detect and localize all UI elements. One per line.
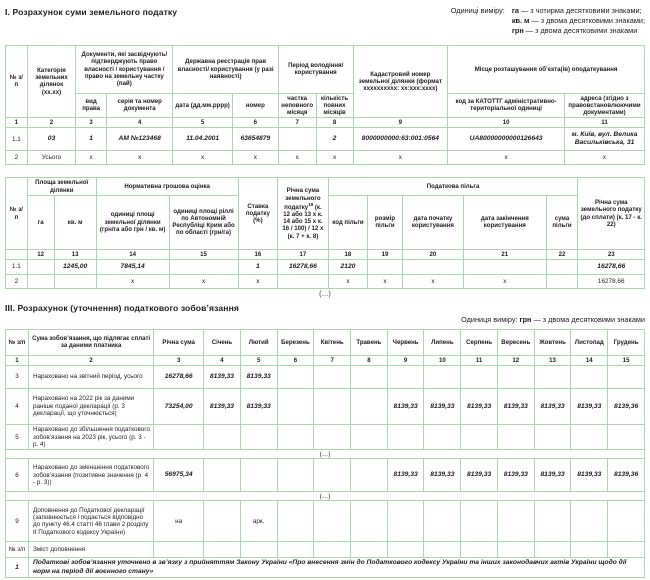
table-cell: х: [368, 274, 403, 288]
unit-desc: — з двома десятковими знаками;: [531, 16, 645, 26]
table-cell: Нараховано до збільшення податкового зобов’язання на 2023 рік, усього (р. 3 - р. 4): [29, 425, 154, 450]
col-header-registration: Державна реєстрація прав власності/ користування (у разі наявності): [173, 45, 278, 93]
footnote-marker: 18: [308, 201, 314, 207]
col-header-obligation: Сума зобов’язання, що підлягає сплаті за даними платника: [29, 329, 154, 355]
col-header-num: № з/п: [6, 329, 29, 355]
annual-tax-label: Річна сума земельного податку: [284, 187, 321, 211]
table-cell: [387, 366, 424, 389]
table-cell: Доповнення до Податкової декларації (заповнюється і подається відповідно до пункту 46.4 статті 46 глави 2 розділу ІІ Податкового кодексу України): [29, 501, 154, 542]
table-cell: Березень: [277, 329, 314, 355]
col-header-valuation-arable: одиниці площі ріллі по Автономній Республіці Крим або по області (грн/га): [169, 195, 238, 249]
col-header-benefit: Податкова пільга: [328, 178, 578, 195]
spacer: [5, 165, 645, 177]
table-cell: м. Київ, вул. Велика Васильківська, 31: [565, 128, 645, 151]
section1-title: І. Розрахунок суми земельного податку: [5, 7, 178, 17]
note-number-cell: 1: [6, 558, 29, 578]
table-cell: 16278,66: [154, 366, 204, 389]
table-cell: [424, 501, 461, 542]
table-cell: 1245,00: [54, 259, 96, 274]
table-cell: 4: [204, 355, 241, 365]
table-cell: [546, 274, 578, 288]
table-cell: 5: [6, 425, 29, 450]
unit-line: [512, 26, 645, 36]
table-cell: 4: [6, 389, 29, 425]
table-cell: 8139,33: [534, 389, 571, 425]
table-cell: [314, 459, 351, 492]
table-cell: х: [316, 151, 353, 165]
table-cell: 3: [76, 118, 107, 128]
table-row: [6, 259, 645, 274]
unit-name: га: [511, 6, 519, 15]
table-cell: 2: [6, 274, 28, 288]
table-cell: [608, 366, 645, 389]
table-cell: [204, 542, 241, 558]
table-cell: Усього: [27, 151, 76, 165]
table-cell: [351, 501, 388, 542]
table-cell: [387, 542, 424, 558]
table-cell: 8139,33: [204, 389, 241, 425]
table-cell: 16278,66: [578, 259, 645, 274]
units-block: [451, 4, 645, 37]
table-row: [6, 128, 645, 151]
month-header-row: [6, 329, 645, 355]
table-cell: Травень: [351, 329, 388, 355]
table-cell: [351, 542, 388, 558]
col-header-location: Місце розташування об’єкта(ів) оподаткування: [448, 45, 645, 93]
unit-desc: — з чотирма десятковими знаками;: [520, 6, 642, 15]
table-cell: 6: [232, 118, 278, 128]
table-cell: [278, 128, 316, 151]
table-cell: [546, 259, 578, 274]
section3-units: [5, 315, 645, 324]
table-cell: 7: [314, 355, 351, 365]
table-cell: х: [402, 274, 463, 288]
col-header-category: Категорія земельних ділянок (хх.хх): [27, 45, 76, 118]
table-cell: 2120: [328, 259, 368, 274]
table-cell: 6: [277, 355, 314, 365]
table-cell: 15: [608, 355, 645, 365]
col-header-num: № з/п: [6, 178, 28, 249]
table-cell: [351, 366, 388, 389]
table-cell: 1: [6, 355, 29, 365]
table-cell: [368, 259, 403, 274]
table-cell: 5: [173, 118, 232, 128]
table-cell: [240, 425, 277, 450]
col-header-katottg: код за КАТОТТГ адміністративно- територіальної одиниці: [448, 93, 565, 118]
table-cell: 8139,33: [534, 459, 571, 492]
table-cell: [6, 249, 28, 259]
table-cell: [277, 366, 314, 389]
col-header-reg-number: номер: [232, 93, 278, 118]
table-cell: х: [353, 151, 448, 165]
table-cell: х: [328, 274, 368, 288]
table-cell: 2: [27, 118, 76, 128]
col-header-benefit-sum: сума пільги: [546, 195, 578, 249]
table-cell: [204, 459, 241, 492]
table-cell: 8139,33: [571, 459, 608, 492]
table-cell: [27, 274, 54, 288]
unit-name: грн: [519, 314, 532, 324]
table-cell: [154, 542, 204, 558]
table-cell: 11: [565, 118, 645, 128]
table-cell: [314, 425, 351, 450]
table-cell: [534, 542, 571, 558]
col-header-rate: Ставка податку (%): [238, 178, 278, 249]
table-cell: Нараховано на звітний період, усього: [29, 366, 154, 389]
table-cell: 1: [238, 259, 278, 274]
table-cell: [571, 425, 608, 450]
unit-label: Одиниця виміру:: [461, 314, 520, 324]
table-cell: 1: [6, 118, 28, 128]
units-label: Одиниці виміру:: [450, 6, 505, 15]
table-cell: 9: [6, 501, 29, 542]
table-cell: [464, 259, 546, 274]
col-header-benefit-code: код пільги: [328, 195, 368, 249]
col-header-annual-due: Річна сума земельного податку (до сплати) (к. 17 - к. 22): [578, 178, 645, 249]
table-cell: 10: [448, 118, 565, 128]
table-cell: [534, 501, 571, 542]
column-number-row: [6, 355, 645, 365]
unit-line: [512, 16, 645, 26]
col-header-partial-month: частка неповного місяця: [278, 93, 316, 118]
table-cell: 8139,33: [497, 389, 534, 425]
col-header-documents: Документи, які засвідчують/ підтверджують право власності / користування / право на земельну частку (пай): [76, 45, 173, 93]
row-supplement-content: [6, 542, 645, 558]
table-cell: 19: [368, 249, 403, 259]
column-number-row: [6, 118, 645, 128]
total-row: [6, 274, 645, 288]
unit-desc: — з двома десятковими знаками: [531, 314, 645, 324]
table-cell: 56975,34: [154, 459, 204, 492]
table-cell: [571, 366, 608, 389]
table-cell: 16: [238, 249, 278, 259]
table-cell: [571, 542, 608, 558]
col-header-period: Період володіння/ користування: [278, 45, 353, 93]
table-cell: 2: [6, 151, 28, 165]
table-cell: [154, 425, 204, 450]
table-cell: 8139,33: [497, 459, 534, 492]
table-cell: 2: [316, 128, 353, 151]
table-cell: 8139,33: [240, 366, 277, 389]
table-cell: [461, 425, 498, 450]
table-cell: 1.1: [6, 128, 28, 151]
table-cell: 5: [240, 355, 277, 365]
ellipsis-row: [6, 450, 645, 459]
table-cell: 8000000000:63:001:0564: [353, 128, 448, 151]
table-cell: 1.1: [6, 259, 28, 274]
table-cell: х: [232, 151, 278, 165]
table-cell: 8139,33: [387, 389, 424, 425]
table-cell: [534, 366, 571, 389]
table-cell: х: [76, 151, 107, 165]
table-cell: [351, 425, 388, 450]
table-cell: х: [278, 151, 316, 165]
table-cell: [534, 425, 571, 450]
table-cell: х: [96, 274, 169, 288]
table-cell: 4: [106, 118, 172, 128]
table-cell: 23: [578, 249, 645, 259]
table-cell: 8: [351, 355, 388, 365]
col-header-doc-serial: серія та номер документа: [106, 93, 172, 118]
table-cell: 8139,33: [424, 389, 461, 425]
table-cell: 6: [6, 459, 29, 492]
col-header-reg-date: дата (дд.мм.рррр): [173, 93, 232, 118]
table-cell: [351, 459, 388, 492]
table-cell: 7: [278, 118, 316, 128]
col-header-full-months: кількість повних місяців: [316, 93, 353, 118]
table-cell: [278, 274, 328, 288]
table-cell: 8139,36: [608, 459, 645, 492]
table-cell: [571, 501, 608, 542]
table-cell: 21: [464, 249, 546, 259]
table-cell: 8139,33: [571, 389, 608, 425]
table-cell: 20: [402, 249, 463, 259]
table-cell: № з/п: [6, 542, 29, 558]
table-cell: Січень: [204, 329, 241, 355]
table-cell: [608, 501, 645, 542]
table-cell: UA80000000000126643: [448, 128, 565, 151]
row-declaration-supplement: [6, 501, 645, 542]
table-cell: 3: [6, 366, 29, 389]
table-cell: 8139,36: [608, 389, 645, 425]
table-cell: [204, 425, 241, 450]
col-header-valuation: Нормативна грошова оцінка: [96, 178, 238, 195]
col-header-benefit-start: дата початку користування: [402, 195, 463, 249]
column-number-row: [6, 249, 645, 259]
col-header-num: № з/п: [6, 45, 28, 118]
table-cell: [54, 274, 96, 288]
col-header-right-type: вид права: [76, 93, 107, 118]
table-cell: Жовтень: [534, 329, 571, 355]
row-accrued-2022: [6, 389, 645, 425]
tax-obligation-table: [5, 329, 645, 578]
table-cell: 03: [27, 128, 76, 151]
col-header-cadastre: Кадастровий номер земельної ділянки (формат хххххххххх: хх:ххх:хххх): [353, 45, 448, 118]
table-cell: 8139,33: [424, 459, 461, 492]
table-cell: [424, 542, 461, 558]
table-cell: [608, 542, 645, 558]
table-cell: [314, 366, 351, 389]
table-cell: 11: [461, 355, 498, 365]
table-cell: Червень: [387, 329, 424, 355]
table-cell: арк.: [240, 501, 277, 542]
table-cell: 7845,14: [96, 259, 169, 274]
unit-name: грн: [511, 26, 524, 36]
table-cell: [314, 542, 351, 558]
table-cell: 8139,33: [461, 389, 498, 425]
col-header-benefit-size: розмір пільги: [368, 195, 403, 249]
land-tax-table-part1: [5, 45, 645, 166]
table-cell: 8139,33: [240, 389, 277, 425]
table-cell: [277, 501, 314, 542]
table-cell: Зміст доповнення: [29, 542, 154, 558]
table-cell: х: [106, 151, 172, 165]
table-cell: Серпень: [461, 329, 498, 355]
units-list: [512, 6, 645, 37]
table-cell: [277, 389, 314, 425]
table-cell: [277, 542, 314, 558]
table-cell: [497, 542, 534, 558]
col-header-benefit-end: дата закінчення користування: [464, 195, 546, 249]
table-cell: 9: [353, 118, 448, 128]
col-header-address: адреса (згідно з правовстановлюючими документами): [565, 93, 645, 118]
table-cell: [387, 425, 424, 450]
table-cell: [424, 425, 461, 450]
table-cell: [277, 425, 314, 450]
note-text-cell: Податкові зобов’язання уточнено в зв’язку з прийняттям Закону України «Про внесення змін до Податкового кодексу України та інших законодавчих актів України щодо дії норм на період дії воєнного стану»: [29, 558, 645, 578]
col-header-sqm: кв. м: [54, 195, 96, 249]
table-cell: 16278,66: [278, 259, 328, 274]
unit-line: [512, 6, 645, 16]
col-header-annual-tax: [278, 178, 328, 249]
table-cell: [240, 459, 277, 492]
col-header-ha: га: [27, 195, 54, 249]
table-cell: [497, 366, 534, 389]
row-accrued-reporting-period: [6, 366, 645, 389]
total-row: [6, 151, 645, 165]
table-cell: Лютий: [240, 329, 277, 355]
table-cell: [314, 501, 351, 542]
table-cell: 73254,00: [154, 389, 204, 425]
unit-desc: — з двома десятковими знаками: [525, 26, 638, 36]
row-note: [6, 558, 645, 578]
table-cell: [240, 542, 277, 558]
table-cell: Квітень: [314, 329, 351, 355]
table-cell: [608, 425, 645, 450]
table-cell: 13: [534, 355, 571, 365]
table-cell: 16278,66: [578, 274, 645, 288]
table-cell: [461, 501, 498, 542]
table-cell: 18: [328, 249, 368, 259]
table-cell: х: [565, 151, 645, 165]
table-cell: х: [464, 274, 546, 288]
table-cell: 8139,33: [204, 366, 241, 389]
table-cell: [27, 259, 54, 274]
table-cell: х: [169, 274, 238, 288]
table-cell: х: [448, 151, 565, 165]
table-cell: Нараховано на 2022 рік за даними раніше поданої декларації (р. 3 декларації, що уточнюється): [29, 389, 154, 425]
row-decrease: [6, 459, 645, 492]
table-cell: [497, 425, 534, 450]
table-cell: [461, 366, 498, 389]
table-cell: 3: [154, 355, 204, 365]
ellipsis-separator: (…): [319, 290, 331, 298]
table-cell: [351, 389, 388, 425]
section3-header: [5, 300, 645, 324]
table-cell: х: [238, 274, 278, 288]
table-cell: 14: [571, 355, 608, 365]
table-cell: 63654879: [232, 128, 278, 151]
table-cell: Липень: [424, 329, 461, 355]
table-cell: 10: [424, 355, 461, 365]
table-cell: 8139,33: [387, 459, 424, 492]
table-cell: Нараховано до зменшення податкового зобов’язання (позитивне значення (р. 4 - р. 3)): [29, 459, 154, 492]
section3-title: ІІІ. Розрахунок (уточнення) податкового зобов’язання: [5, 302, 239, 313]
table-cell: [497, 501, 534, 542]
table-cell: [314, 389, 351, 425]
ellipsis-row: [6, 492, 645, 501]
col-header-area: Площа земельної ділянки: [27, 178, 96, 195]
table-cell: 11.04.2001: [173, 128, 232, 151]
table-cell: [204, 501, 241, 542]
ellipsis-cell: (…): [6, 492, 645, 501]
table-cell: 9: [387, 355, 424, 365]
table-cell: Листопад: [571, 329, 608, 355]
table-cell: 1: [76, 128, 107, 151]
land-tax-table-part2: [5, 177, 645, 289]
table-cell: [424, 366, 461, 389]
table-cell: 14: [96, 249, 169, 259]
ellipsis-cell: (…): [6, 450, 645, 459]
row-increase-2023: [6, 425, 645, 450]
table-cell: [277, 459, 314, 492]
table-cell: 13: [54, 249, 96, 259]
table-cell: 15: [169, 249, 238, 259]
table-cell: 17: [278, 249, 328, 259]
table-cell: Вересень: [497, 329, 534, 355]
table-cell: [387, 501, 424, 542]
table-cell: 12: [27, 249, 54, 259]
section1-header: [5, 4, 645, 37]
table-cell: [461, 542, 498, 558]
col-header-annual-sum: Річна сума: [154, 329, 204, 355]
table-cell: 8: [316, 118, 353, 128]
unit-name: кв. м: [511, 16, 530, 26]
table-cell: [402, 259, 463, 274]
table-cell: на: [154, 501, 204, 542]
table-cell: [169, 259, 238, 274]
col-header-valuation-unit: одиниці площі земельної ділянки (грн/га або грн / кв. м): [96, 195, 169, 249]
table-cell: х: [173, 151, 232, 165]
table-cell: 8139,33: [461, 459, 498, 492]
table-cell: 2: [29, 355, 154, 365]
table-cell: 12: [497, 355, 534, 365]
table-cell: 22: [546, 249, 578, 259]
table-cell: АМ №123468: [106, 128, 172, 151]
annual-tax-formula: (к. 12 або 13 х к. 14 або 15 х к. 16 / 100) / 12 х (к. 7 + к. 8): [282, 203, 324, 240]
table-cell: Грудень: [608, 329, 645, 355]
